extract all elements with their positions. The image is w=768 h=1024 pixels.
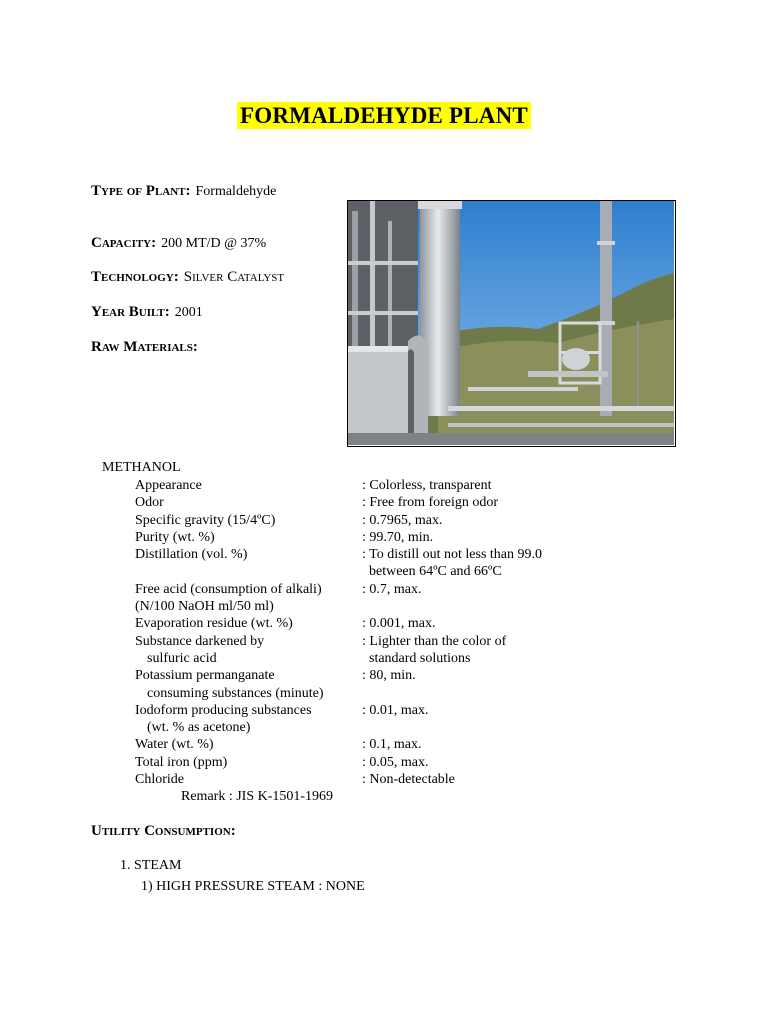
technology-field (91, 269, 284, 286)
spec-value: : 80, min. (362, 668, 416, 684)
spec-property: Distillation (vol. %) (135, 547, 248, 563)
spec-row-substance-darkened-cont (135, 650, 555, 667)
methanol-spec-table (135, 477, 555, 788)
capacity-label: Capacity: (91, 235, 157, 251)
spec-row-distillation (135, 546, 555, 563)
type-of-plant-value: Formaldehyde (195, 184, 277, 199)
spec-property: consuming substances (minute) (147, 685, 324, 701)
spec-property: Chloride (135, 772, 184, 788)
spec-property: Total iron (ppm) (135, 754, 228, 770)
plant-photo (347, 200, 676, 447)
spec-value: : 0.05, max. (362, 754, 429, 770)
spec-property: Substance darkened by (135, 633, 265, 649)
spec-row-odor (135, 494, 555, 511)
spec-property: (N/100 NaOH ml/50 ml) (135, 599, 274, 615)
spec-row-permanganate-cont (135, 685, 555, 702)
spec-property: Purity (wt. %) (135, 529, 215, 545)
spec-value: : 0.7, max. (362, 581, 422, 597)
spec-value: : To distill out not less than 99.0 (362, 547, 542, 563)
spec-row-free-acid (135, 581, 555, 598)
spec-row-substance-darkened (135, 633, 555, 650)
spec-value: : Non-detectable (362, 772, 455, 788)
spec-property: (wt. % as acetone) (147, 720, 251, 736)
raw-materials-label: Raw Materials: (91, 339, 198, 355)
spec-row-iodoform-cont (135, 719, 555, 736)
spec-property: Water (wt. %) (135, 737, 214, 753)
spec-value: : Free from foreign odor (362, 495, 499, 511)
capacity-value: 200 MT/D @ 37% (161, 236, 267, 251)
spec-row-free-acid-cont (135, 598, 555, 615)
spec-property: sulfuric acid (147, 650, 217, 666)
spec-value: standard solutions (362, 650, 471, 666)
type-of-plant-field (91, 183, 276, 200)
spec-value: between 64ºC and 66ºC (362, 564, 502, 580)
spec-row-evaporation-residue (135, 615, 555, 632)
spec-property: Appearance (135, 478, 202, 493)
year-built-field (91, 304, 203, 321)
spec-row-water (135, 736, 555, 753)
type-of-plant-label: Type of Plant: (91, 183, 191, 199)
spec-row-appearance (135, 477, 555, 494)
spec-property: Specific gravity (15/4ºC) (135, 512, 276, 528)
spec-value: : 99.70, min. (362, 529, 434, 545)
spec-row-permanganate (135, 667, 555, 684)
spec-value: : 0.1, max. (362, 737, 422, 753)
raw-materials-field (91, 339, 198, 356)
spec-row-total-iron (135, 754, 555, 771)
spec-value: : 0.01, max. (362, 702, 429, 718)
plant-photo-image (348, 201, 674, 445)
year-built-value: 2001 (174, 305, 203, 320)
spec-property: Evaporation residue (wt. %) (135, 616, 293, 632)
spec-value: : 0.7965, max. (362, 512, 443, 528)
title-wrap (0, 102, 768, 129)
capacity-field (91, 235, 266, 252)
technology-label: Technology: (91, 269, 179, 285)
year-built-label: Year Built: (91, 304, 170, 320)
spec-value: : Lighter than the color of (362, 633, 507, 649)
document-title: FORMALDEHYDE PLANT (237, 102, 531, 129)
technology-value: Silver Catalyst (183, 269, 285, 285)
methanol-remark: Remark : JIS K-1501-1969 (181, 789, 334, 804)
utility-item-steam: 1. STEAM (120, 858, 182, 873)
spec-property: Potassium permanganate (135, 668, 275, 684)
utility-sub-high-pressure-steam: 1) HIGH PRESSURE STEAM : NONE (141, 879, 365, 894)
spec-row-specific-gravity (135, 512, 555, 529)
utility-consumption-heading: Utility Consumption: (91, 823, 236, 839)
spec-row-distillation-cont (135, 563, 555, 580)
methanol-heading: METHANOL (102, 460, 181, 475)
spec-value: : Colorless, transparent (362, 478, 492, 493)
spec-row-purity (135, 529, 555, 546)
spec-property: Free acid (consumption of alkali) (135, 581, 322, 597)
spec-row-chloride (135, 771, 555, 788)
spec-property: Odor (135, 495, 164, 511)
spec-property: Iodoform producing substances (135, 702, 312, 718)
spec-row-iodoform (135, 702, 555, 719)
spec-value: : 0.001, max. (362, 616, 436, 632)
